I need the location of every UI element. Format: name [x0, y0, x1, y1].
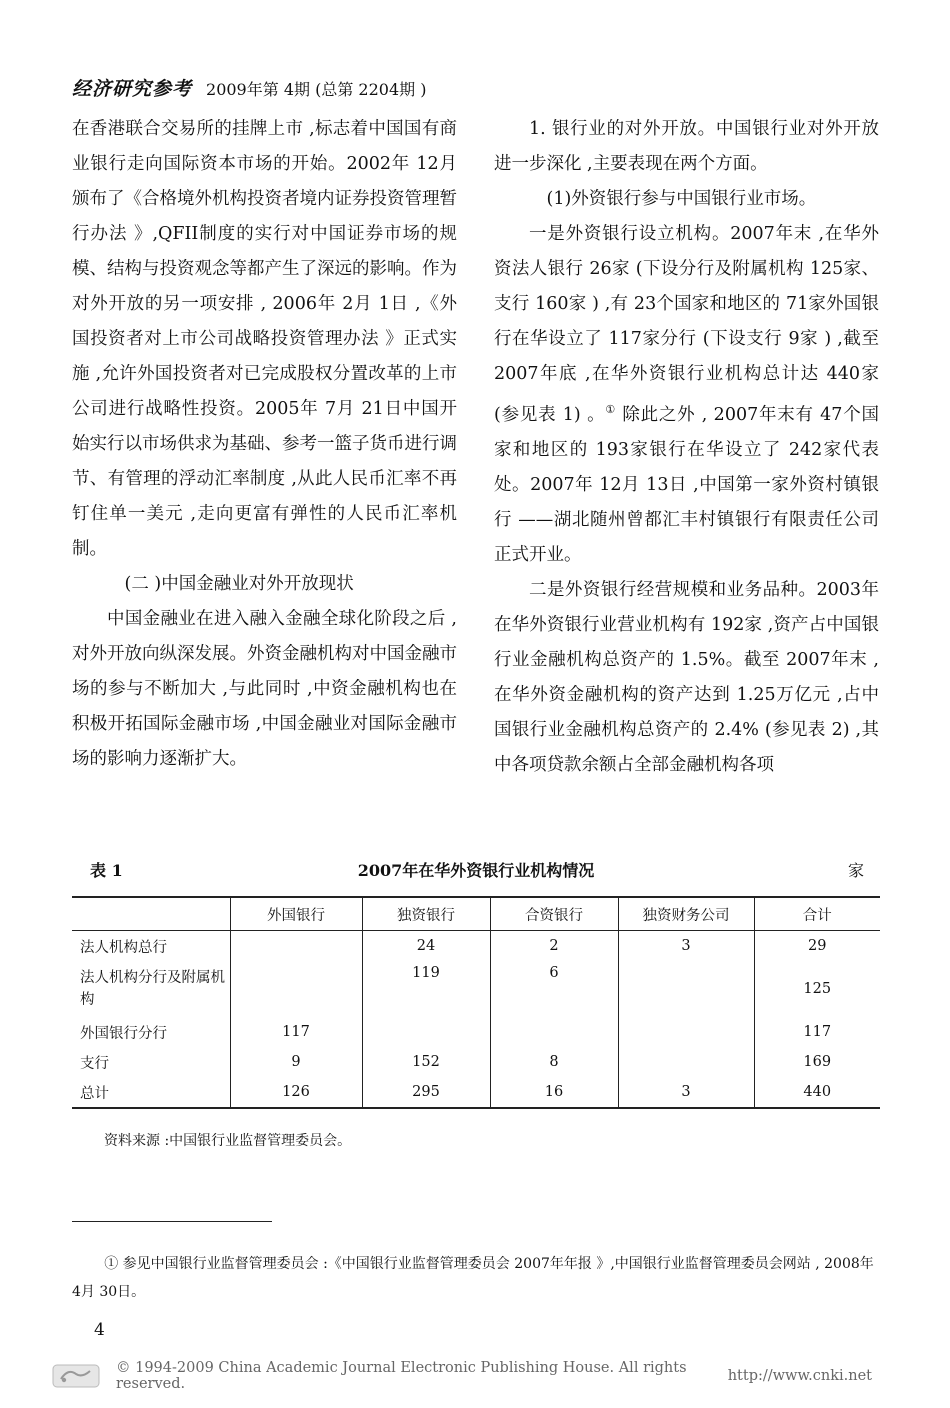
paragraph: 中国金融业在进入融入金融全球化阶段之后 ,对外开放向纵深发展。外资金融机构对中国金融市场的参与不断加大 ,与此同时 ,中资金融机构也在积极开拓国际金融市场 ,中国金融业对国际金融市场的影响力逐渐扩大。	[72, 609, 457, 769]
table-cell: 29	[754, 931, 880, 962]
table-row	[72, 1017, 880, 1047]
header-cell	[72, 897, 230, 931]
copyright-url[interactable]: http://www.cnki.net	[727, 1368, 872, 1384]
table-cell	[490, 1017, 618, 1047]
paragraph	[494, 217, 879, 573]
table-label: 表 1	[90, 861, 123, 880]
footnote: ① 参见中国银行业监督管理委员会 :《中国银行业监督管理委员会 2007年年报 》,中国银行业监督管理委员会网站 , 2008年 4月 30日。	[72, 1256, 874, 1300]
table-row	[72, 961, 880, 1017]
table-header-row	[72, 897, 880, 931]
row-label: 总计	[72, 1077, 230, 1108]
table-row	[72, 931, 880, 962]
footnote-divider	[72, 1221, 272, 1222]
copyright-bar	[52, 1362, 872, 1390]
cnki-logo-icon	[52, 1364, 100, 1388]
table-cell: 6	[490, 961, 618, 1017]
table-cell: 152	[362, 1047, 490, 1077]
row-label: 外国银行分行	[80, 1025, 167, 1042]
sub-heading: (1)外资银行参与中国银行业市场。	[546, 189, 817, 209]
table-cell	[230, 961, 362, 1017]
header-cell: 合计	[754, 897, 880, 931]
table-cell: 440	[754, 1077, 880, 1108]
running-header	[72, 74, 426, 101]
table-cell: 125	[754, 961, 880, 1017]
table-cell: 119	[362, 961, 490, 1017]
table-cell: 126	[230, 1077, 362, 1108]
table-cell: 3	[618, 1077, 754, 1108]
table-caption	[72, 858, 880, 882]
table-cell: 3	[618, 931, 754, 962]
row-label: 支行	[80, 1055, 109, 1072]
table-cell: 117	[754, 1017, 880, 1047]
table-cell	[362, 1017, 490, 1047]
data-table	[72, 896, 880, 1109]
paragraph-continued: 在香港联合交易所的挂牌上市 ,标志着中国国有商业银行走向国际资本市场的开始。2002年 12月颁布了《合格境外机构投资者境内证券投资管理暂行办法 》,QFII制度的实行对中国证券市场的规模、结构与投资观念等都产生了深远的影响。作为对外开放的另一项安排 , 2006年 2月 1日 ,《外国投资者对上市公司战略投资管理办法 》正式实施 ,允许外国投资者对已完成股权分置改革的上市公司进行战略性投资。2005年 7月 21日中国开始实行以市场供求为基础、参考一篮子货币进行调节、有管理的浮动汇率制度 ,从此人民币汇率不再钉住单一美元 ,走向更富有弹性的人民币汇率机制。	[72, 119, 457, 559]
page-number: 4	[94, 1320, 105, 1340]
header-cell: 外国银行	[230, 897, 362, 931]
table-cell: 295	[362, 1077, 490, 1108]
table-cell	[230, 931, 362, 962]
paragraph: 1. 银行业的对外开放。中国银行业对外开放进一步深化 ,主要表现在两个方面。	[494, 119, 879, 174]
row-label: 法人机构分行及附属机构	[80, 970, 225, 1008]
table-cell: 24	[362, 931, 490, 962]
paragraph-part: 除此之外 , 2007年末有 47个国家和地区的 193家银行在华设立了 242家代表处。2007年 12月 13日 ,中国第一家外资村镇银行 ——湖北随州曾都汇丰村镇银行有限责任公司正式开业。	[494, 404, 879, 565]
journal-title: 经济研究参考	[72, 78, 193, 100]
table-row	[72, 1047, 880, 1077]
table-cell	[618, 1017, 754, 1047]
paragraph: 二是外资银行经营规模和业务品种。2003年在华外资银行业营业机构有 192家 ,资产占中国银行业金融机构总资产的 1.5%。截至 2007年末 ,在华外资金融机构的资产达到 1.25万亿元 ,占中国银行业金融机构总资产的 2.4% (参见表 2) ,其中各项贷款余额占全部金融机构各项	[494, 579, 879, 775]
table-cell: 2	[490, 931, 618, 962]
header-cell: 独资银行	[362, 897, 490, 931]
table-cell: 9	[230, 1047, 362, 1077]
table-title: 2007年在华外资银行业机构情况	[357, 861, 595, 880]
table-row	[72, 1077, 880, 1108]
table-cell: 16	[490, 1077, 618, 1108]
header-cell: 合资银行	[490, 897, 618, 931]
footnote-ref[interactable]: ①	[605, 403, 616, 416]
paragraph-part: 一是外资银行设立机构。2007年末 ,在华外资法人银行 26家 (下设分行及附属机构 125家、支行 160家 ) ,有 23个国家和地区的 71家外国银行在华设立了 117家分行 (下设支行 9家 ) ,截至 2007年底 ,在华外资银行业机构总计达 440家 (参见表 1) 。	[494, 224, 879, 425]
table-cell: 169	[754, 1047, 880, 1077]
table-cell: 8	[490, 1047, 618, 1077]
table-cell	[618, 1047, 754, 1077]
copyright-text: © 1994-2009 China Academic Journal Electronic Publishing House. All rights reserved.	[116, 1360, 687, 1392]
table-unit: 家	[847, 861, 864, 880]
header-cell: 独资财务公司	[618, 897, 754, 931]
table-cell: 117	[230, 1017, 362, 1047]
section-heading: (二 )中国金融业对外开放现状	[124, 574, 354, 594]
left-column	[72, 112, 457, 777]
issue-info: 2009年第 4期 (总第 2204期 )	[206, 80, 427, 99]
table-source: 资料来源 :中国银行业监督管理委员会。	[104, 1133, 352, 1149]
row-label: 法人机构总行	[80, 939, 167, 956]
right-column	[494, 112, 879, 783]
table-cell	[618, 961, 754, 1017]
